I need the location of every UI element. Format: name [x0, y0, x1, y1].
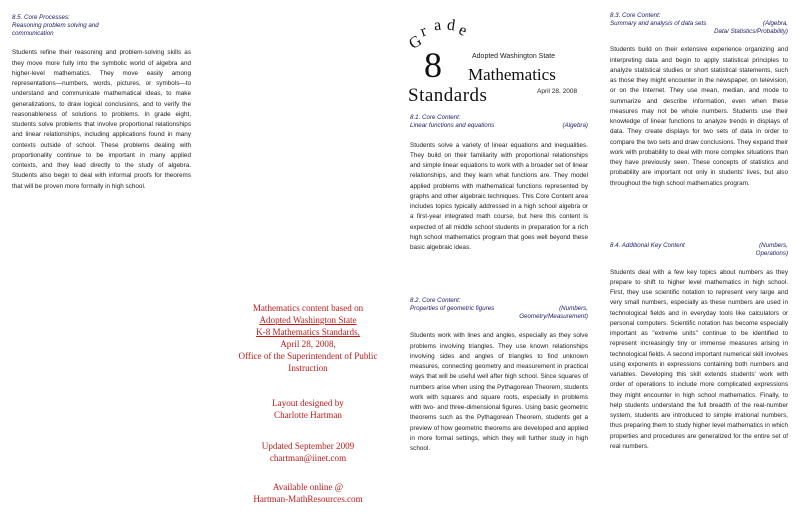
- grade-letter-d: d: [445, 16, 457, 35]
- section-number: 8.1. Core Content:: [410, 114, 461, 121]
- layout-credit: Layout designed by: [272, 398, 344, 408]
- section-subtitle: Properties of geometric figures: [410, 304, 495, 312]
- section-strand-cont: Operations): [755, 249, 788, 257]
- section-strand-cont: Data/ Statistics/Probability): [714, 27, 788, 35]
- author-name: Charlotte Hartman: [274, 410, 342, 420]
- contact-email[interactable]: chartman@iinet.com: [269, 453, 347, 463]
- section-number: 8.5. Core Processes:: [12, 14, 70, 21]
- section-body: Students deal with a few key topics about numbers as they prepare to shift to higher level mathematics in high school. First, they use scientific notation to represent very large and very small numbers, especially as these numbers are used in technological fields and in everyday tools like calculators or personal computers. Scientific notation has become especially important as "extreme units" continue to be identified to represent increasingly tiny or immense measures arising in technological fields. A second important numerical skill involves using exponents in expressions containing both numbers and variables. Developing this skill extends students' work with order of operations to include more complicated expressions they might encounter in high school mathematics. Finally, to help students understand the full breadth of the real-number system, students are introduced to simple irrational numbers, thus preparing them to study higher level mathematics in which properties and procedures are generalized for the entire set of real numbers.: [610, 268, 788, 451]
- section-subtitle-cont: communication: [12, 29, 54, 37]
- credit-line: April 28, 2008,: [280, 339, 336, 349]
- section-strand: (Algebra,: [762, 19, 788, 27]
- credit-line: Instruction: [288, 363, 328, 373]
- grade-letter-r: r: [418, 22, 429, 41]
- section-subtitle: Summary and analysis of data sets: [610, 19, 707, 27]
- grade-number: 8: [424, 45, 442, 85]
- mathematics-title: Mathematics: [468, 65, 556, 84]
- adopted-label: Adopted Washington State: [472, 53, 556, 60]
- title-block: [405, 14, 600, 114]
- section-body: Students work with lines and angles, especially as they solve problems involving triangles. They use known relationships involving sides and angles of triangles to find unknown measures, connecting geometry and measurement in practical ways that will be useful well after high school. Since squares of numbers arise when using the Pythagorean Theorem, students work with squares and square roots, especially in problems with two- and three-dimensional figures. Using basic geometric theorems such as the Pythagorean Theorem, students get a preview of how geometric theorems are developed and applied in more formal settings, which they will further study in high school.: [410, 332, 588, 453]
- section-number: 8.3. Core Content:: [610, 12, 661, 19]
- section-strand-cont: Geometry/Measurement): [519, 312, 588, 320]
- grade-letter-a: a: [433, 16, 442, 35]
- section-core-processes: [12, 0, 191, 192]
- section-body: Students build on their extensive experience organizing and interpreting data and begin to apply statistical principles to analyze statistical studies or short statistical statements, such as those they might encounter in the newspaper, on television, or on the Internet. They use mean, median, and mode to summarize and describe information, even when these measures may not be whole numbers. Students use their knowledge of linear functions to analyze trends in displays of data. They create displays for two sets of data in order to compare the two sets and draw conclusions. They expand their work with probability to deal with more complex situations than they have previously seen. These concepts of statistics and probability are important not only in students' lives, but also throughout the high school mathematics program.: [610, 46, 788, 187]
- section-data-analysis: [610, 12, 788, 189]
- website-link[interactable]: Hartman-MathResources.com: [253, 494, 363, 504]
- section-heading: [410, 297, 588, 320]
- standards-title: Standards: [408, 85, 488, 106]
- section-subtitle: Linear functions and equations: [410, 121, 495, 129]
- date-label: April 28, 2008: [537, 88, 578, 95]
- grade-letter-e: e: [456, 21, 470, 40]
- updated-date: Updated September 2009: [261, 441, 355, 451]
- section-heading: [410, 114, 588, 130]
- section-subtitle: Reasoning problem solving and: [12, 21, 99, 29]
- section-strand: (Numbers,: [559, 304, 588, 312]
- section-number: 8.2. Core Content:: [410, 297, 461, 304]
- section-additional-key-content: [610, 242, 788, 452]
- credit-line: Office of the Superintendent of Public: [238, 351, 378, 361]
- section-body: Students refine their reasoning and problem-solving skills as they move more fully into the symbolic world of algebra and higher-level mathematics. They move easily among representations—numbers, words, pictures, or symbols—to understand and communicate mathematical ideas, to make generalizations, to draw logical conclusions, and to verify the reasonableness of solutions to problems. In grade eight, students solve problems that involve proportional relationships and linear relationships, including applications found in many contexts outside of school. These problems dealing with proportionality continue to be important in many applied contexts, and they lead directly to the study of algebra. Students also begin to deal with informal proofs for theorems that will be proven more formally in high school.: [12, 49, 191, 190]
- section-heading: [610, 242, 788, 258]
- section-strand: (Numbers,: [759, 242, 788, 249]
- credit-link[interactable]: Adopted Washington State: [259, 315, 357, 325]
- online-label: Available online @: [272, 482, 344, 492]
- section-linear-functions: [410, 114, 588, 253]
- credits-block: [228, 302, 388, 505]
- credit-link[interactable]: K-8 Mathematics Standards,: [256, 327, 360, 337]
- credit-line: Mathematics content based on: [252, 303, 364, 313]
- section-heading: [12, 14, 191, 37]
- section-heading: [610, 12, 788, 35]
- section-geometric-figures: [410, 297, 588, 454]
- section-body: Students solve a variety of linear equations and inequalities. They build on their familiarity with proportional relationships and simple linear equations to work with a broader set of linear relationships, and they learn what functions are. They model applied problems with mathematical functions represented by graphs and other algebraic techniques. This Core Content area includes topics typically addressed in a high school algebra or a first-year integrated math course, but here this content is expected of all middle school students in preparation for a rich high school mathematics program that goes well beyond these basic algebraic ideas.: [410, 141, 588, 252]
- section-strand: (Algebra): [562, 121, 588, 129]
- section-number: 8.4. Additional Key Content: [610, 242, 685, 249]
- grade-letter-g: G: [406, 32, 425, 53]
